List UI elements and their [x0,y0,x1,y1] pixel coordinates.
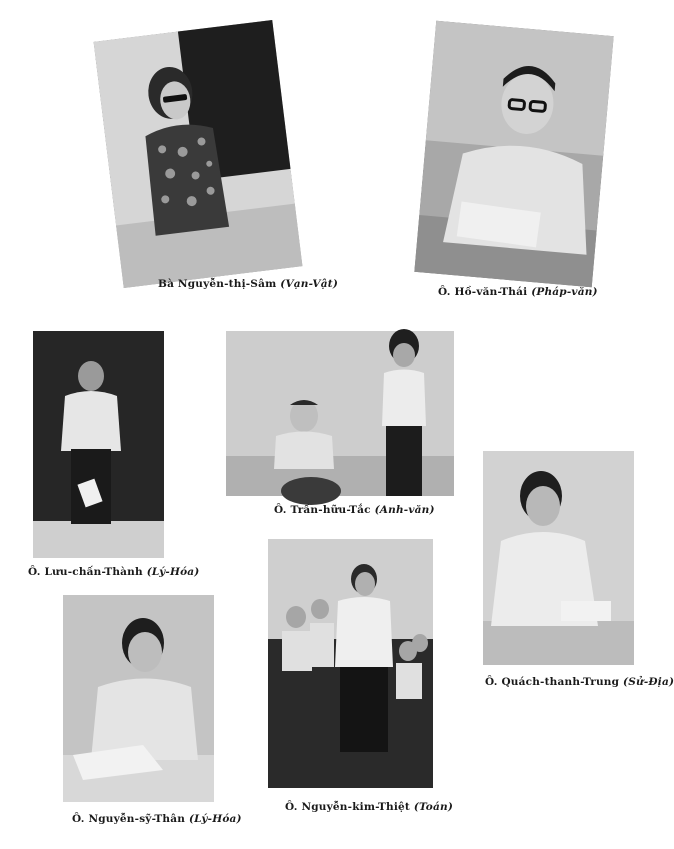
caption-luu-chan-thanh [28,566,199,578]
photo-nguyen-thi-sam-image [94,20,303,288]
caption-name: Ô. Hồ-văn-Thái [438,286,528,298]
caption-nguyen-kim-thiet [285,801,453,813]
photo-nguyen-sy-than-image [63,595,214,802]
caption-nguyen-thi-sam [158,278,338,290]
photo-nguyen-sy-than [63,595,214,802]
caption-tran-huu-tac [274,504,435,516]
photo-quach-thanh-trung [483,451,634,665]
caption-name: Ô. Trần-hữu-Tắc [274,504,371,516]
photo-nguyen-thi-sam [94,20,303,288]
caption-subject: (Pháp-văn) [531,286,598,298]
photo-tran-huu-tac-image [226,331,454,496]
photo-nguyen-kim-thiet-image [268,539,433,788]
photo-nguyen-kim-thiet [268,539,433,788]
caption-name: Ô. Nguyễn-sỹ-Thân [72,813,186,825]
caption-quach-thanh-trung [485,676,674,688]
caption-name: Ô. Quách-thanh-Trung [485,676,620,688]
caption-subject: (Vạn-Vật) [280,278,338,290]
photo-quach-thanh-trung-image [483,451,634,665]
caption-subject: (Toán) [413,801,453,813]
caption-subject: (Lý-Hóa) [188,813,242,825]
photo-luu-chan-thanh [33,331,164,558]
caption-name: Bà Nguyễn-thị-Sâm [158,278,277,290]
caption-subject: (Anh-văn) [374,504,435,516]
photo-ho-van-thai [414,21,613,288]
photo-tran-huu-tac [226,331,454,496]
caption-name: Ô. Nguyễn-kim-Thiệt [285,801,410,813]
photo-luu-chan-thanh-image [33,331,164,558]
caption-subject: (Sử-Địa) [623,676,674,688]
caption-nguyen-sy-than [72,813,242,825]
caption-ho-van-thai [438,286,598,298]
caption-name: Ô. Lưu-chấn-Thành [28,566,143,578]
caption-subject: (Lý-Hóa) [146,566,200,578]
photo-ho-van-thai-image [414,21,613,288]
